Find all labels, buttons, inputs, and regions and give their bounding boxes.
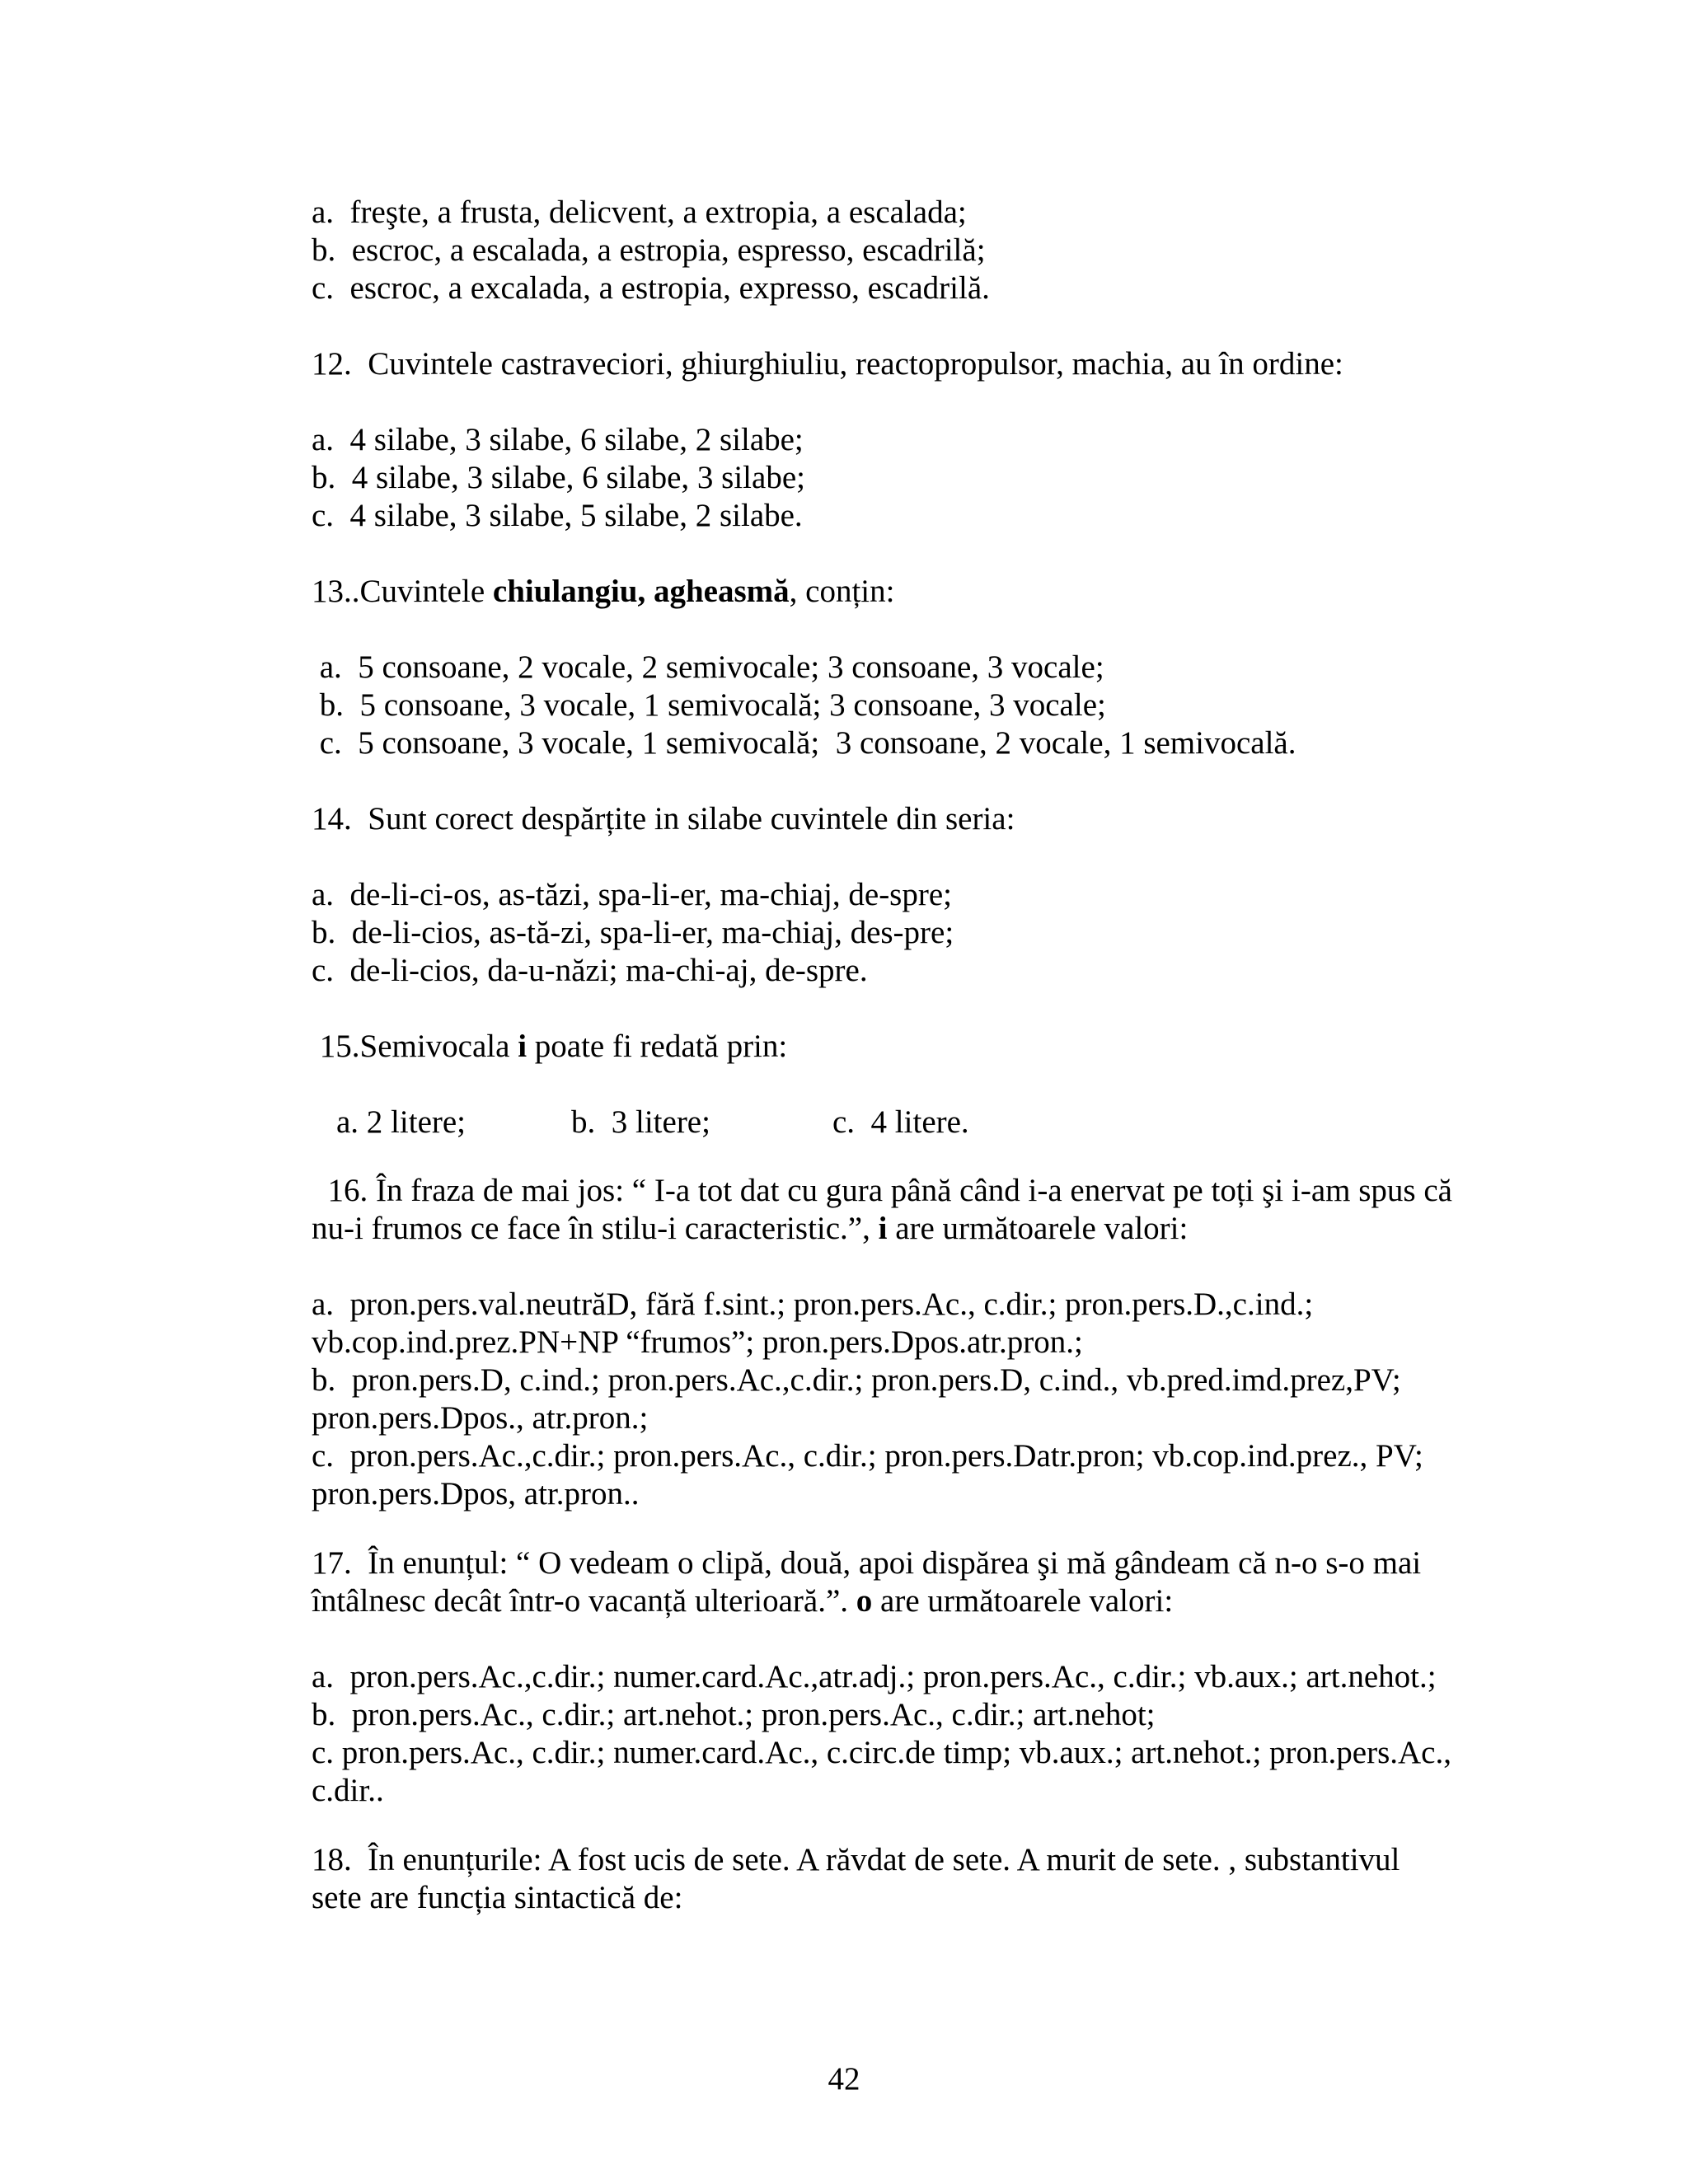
- q18-question-line1: 18. În enunțurile: A fost ucis de sete. A răvdat de sete. A murit de sete. , substantivul: [312, 1842, 1400, 1877]
- q13-bold-words: chiulangiu, agheasmă: [492, 574, 790, 609]
- q16-bold-letter: i: [878, 1211, 888, 1246]
- q16-option-b-line2: pron.pers.Dpos., atr.pron.;: [312, 1400, 649, 1436]
- q16-line2-prefix: nu-i frumos ce face în stilu-i caracteristic.”,: [312, 1211, 879, 1246]
- q17-option-c-line1: c. pron.pers.Ac., c.dir.; numer.card.Ac., c.circ.de timp; vb.aux.; art.nehot.; pron.pers.Ac.,: [312, 1735, 1451, 1770]
- q14-option-b: b. de-li-cios, as-tă-zi, spa-li-er, ma-chiaj, des-pre;: [312, 915, 954, 950]
- q14-option-c: c. de-li-cios, da-u-năzi; ma-chi-aj, de-spre.: [312, 953, 868, 988]
- q12-question: 12. Cuvintele castraveciori, ghiurghiuliu, reactopropulsor, machia, au în ordine:: [312, 346, 1343, 382]
- q16-option-b-line1: b. pron.pers.D, c.ind.; pron.pers.Ac.,c.dir.; pron.pers.D, c.ind., vb.pred.imd.prez,PV;: [312, 1362, 1401, 1398]
- q16-option-a-line1: a. pron.pers.val.neutrăD, fără f.sint.; pron.pers.Ac., c.dir.; pron.pers.D.,c.ind.;: [312, 1286, 1314, 1322]
- q17-question-line2: [312, 1582, 1173, 1620]
- q17-question-line1: 17. În enunțul: “ O vedeam o clipă, două, apoi dispărea şi mă gândeam că n-o s-o mai: [312, 1545, 1422, 1581]
- q16-question-line2: [312, 1210, 1188, 1248]
- q17-option-b: b. pron.pers.Ac., c.dir.; art.nehot.; pron.pers.Ac., c.dir.; art.nehot;: [312, 1697, 1156, 1732]
- q11-option-c: c. escroc, a excalada, a estropia, expresso, escadrilă.: [312, 270, 990, 306]
- q17-option-c-line2: c.dir..: [312, 1773, 384, 1808]
- q13-option-c: c. 5 consoane, 3 vocale, 1 semivocală; 3 consoane, 2 vocale, 1 semivocală.: [312, 725, 1296, 761]
- q17-option-a: a. pron.pers.Ac.,c.dir.; numer.card.Ac.,atr.adj.; pron.pers.Ac., c.dir.; vb.aux.; art.nehot.;: [312, 1659, 1437, 1694]
- q16-line2-suffix: are următoarele valori:: [887, 1211, 1189, 1246]
- q13-suffix: , conțin:: [789, 574, 895, 609]
- q14-option-a: a. de-li-ci-os, as-tăzi, spa-li-er, ma-chiaj, de-spre;: [312, 877, 952, 912]
- q13-prefix: 13..Cuvintele: [312, 574, 493, 609]
- q15-question: [312, 1028, 787, 1066]
- page-number: 42: [828, 2061, 860, 2097]
- q17-line2-suffix: are următoarele valori:: [872, 1583, 1174, 1619]
- q15-suffix: poate fi redată prin:: [527, 1029, 788, 1064]
- q13-question: [312, 573, 894, 611]
- q12-option-c: c. 4 silabe, 3 silabe, 5 silabe, 2 silabe.: [312, 498, 803, 533]
- q15-option-b: b. 3 litere;: [571, 1104, 710, 1140]
- q16-option-c-line2: pron.pers.Dpos, atr.pron..: [312, 1476, 640, 1511]
- q14-question: 14. Sunt corect despărțite in silabe cuvintele din seria:: [312, 801, 1015, 837]
- q15-option-a: a. 2 litere;: [336, 1104, 467, 1140]
- q15-option-c: c. 4 litere.: [832, 1104, 969, 1140]
- q13-option-a: a. 5 consoane, 2 vocale, 2 semivocale; 3 consoane, 3 vocale;: [312, 649, 1104, 685]
- q12-option-b: b. 4 silabe, 3 silabe, 6 silabe, 3 silabe;: [312, 460, 805, 495]
- q12-option-a: a. 4 silabe, 3 silabe, 6 silabe, 2 silabe;: [312, 422, 804, 457]
- q15-prefix: 15.Semivocala: [312, 1029, 518, 1064]
- q17-bold-letter: o: [856, 1583, 873, 1619]
- q11-option-a: a. freşte, a frusta, delicvent, a extropia, a escalada;: [312, 194, 967, 230]
- q16-option-c-line1: c. pron.pers.Ac.,c.dir.; pron.pers.Ac., c.dir.; pron.pers.Datr.pron; vb.cop.ind.prez., PV;: [312, 1438, 1423, 1474]
- q16-option-a-line2: vb.cop.ind.prez.PN+NP “frumos”; pron.pers.Dpos.atr.pron.;: [312, 1324, 1083, 1360]
- q18-question-line2: sete are funcția sintactică de:: [312, 1880, 683, 1915]
- q13-option-b: b. 5 consoane, 3 vocale, 1 semivocală; 3 consoane, 3 vocale;: [312, 687, 1106, 723]
- q17-line2-prefix: întâlnesc decât într-o vacanță ulterioară.”.: [312, 1583, 856, 1619]
- q11-option-b: b. escroc, a escalada, a estropia, espresso, escadrilă;: [312, 232, 986, 268]
- q15-bold-letter: i: [518, 1029, 528, 1064]
- q16-question-line1: 16. În fraza de mai jos: “ I-a tot dat cu gura până când i-a enervat pe toți şi i-am spus că: [312, 1173, 1452, 1208]
